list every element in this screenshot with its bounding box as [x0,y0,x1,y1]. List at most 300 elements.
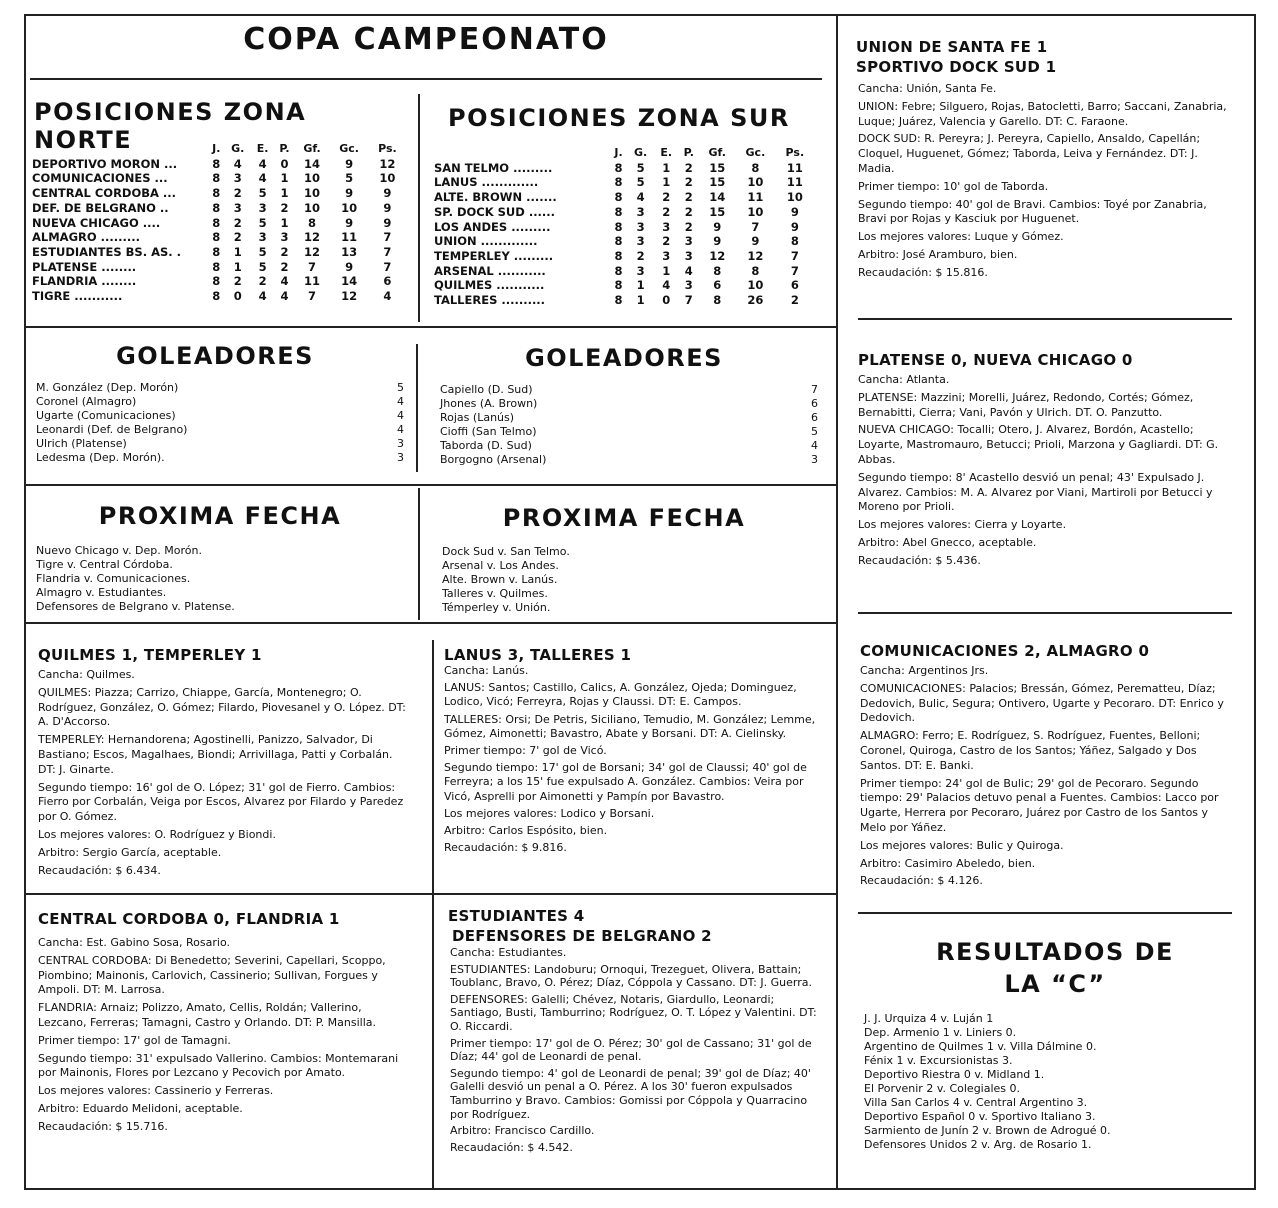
stat-ps: 7 [383,259,392,274]
report-paragraph: Recaudación: $ 9.816. [444,841,567,855]
stat-p: 2 [684,175,693,190]
scorer-name: Jhones (A. Brown) [440,397,538,410]
table-row [32,274,406,289]
stat-e: 5 [258,259,267,274]
table-row [434,278,814,293]
report-paragraph: Segundo tiempo: 4' gol de Leonardi de penal; 39' gol de Díaz; 40' Galelli desvió un penal a O. Pérez. A los 30' fueron expulsados Tamburrino y Bravo. Cambios: Gomissi por Cóppola y Quarracino por Rodríguez. [450,1066,811,1121]
stat-j: 8 [614,248,623,263]
stat-e: 3 [258,200,267,215]
table-row [32,216,406,231]
scorer-goals: 5 [811,425,818,438]
stat-gc: 9 [345,215,354,230]
list-item: Deportivo Español 0 v. Sportivo Italiano 3. [864,1110,1096,1123]
team-name: ESTUDIANTES BS. AS. . [32,244,182,259]
stat-gf: 7 [308,289,317,304]
scorer-name: Cioffi (San Telmo) [440,425,537,438]
scorer-row [440,439,818,453]
stat-p: 2 [280,200,289,215]
list-item: Nuevo Chicago v. Dep. Morón. [36,544,202,557]
stat-g: 5 [636,175,645,190]
quilmes-report-title: QUILMES 1, TEMPERLEY 1 [38,646,262,664]
stat-gf: 8 [308,215,317,230]
scorer-name: Rojas (Lanús) [440,411,515,424]
report-paragraph: Segundo tiempo: 8' Acastello desvió un penal; 43' Expulsado J. Alvarez. Cambios: M. A. Alvarez por Viani, Martiroli por Betucci y Moreno por Prioli. [858,470,1213,514]
team-name: LOS ANDES ......... [434,219,551,234]
stat-gc: 14 [341,274,358,289]
list-item: Defensores de Belgrano v. Platense. [36,600,235,613]
stat-e: 2 [662,234,671,249]
stat-e: 1 [662,175,671,190]
report-paragraph: Recaudación: $ 4.126. [860,874,983,888]
goleadores-sur-list [440,383,818,467]
stat-ps: 11 [786,160,803,175]
stat-j: 8 [614,293,623,308]
stat-gc: 10 [747,175,764,190]
stat-gf: 8 [713,263,722,278]
stat-g: 1 [636,278,645,293]
goleadores-sur-title: GOLEADORES [525,344,723,372]
scorer-name: Ulrich (Platense) [36,437,127,450]
report-paragraph: Arbitro: José Aramburo, bien. [858,247,1018,261]
stat-gc: 10 [747,278,764,293]
scorer-goals: 5 [397,381,404,394]
stat-g: 3 [233,171,242,186]
stat-gc: 10 [747,204,764,219]
scorer-goals: 4 [811,439,818,452]
stat-gc: 12 [747,248,764,263]
team-name: TIGRE ........... [32,289,123,304]
stat-g: 3 [636,204,645,219]
col-g: G. [634,146,648,159]
estudiantes-report-body [450,946,824,1157]
col-gf: Gf. [303,142,321,155]
stat-ps: 11 [786,175,803,190]
report-paragraph: Arbitro: Casimiro Abeledo, bien. [860,856,1036,870]
report-paragraph: Cancha: Estudiantes. [450,946,567,959]
stat-gf: 15 [709,175,726,190]
stat-gc: 9 [751,234,760,249]
report-paragraph: Segundo tiempo: 17' gol de Borsani; 34' gol de Claussi; 40' gol de Ferreyra; a los 15' fue expulsado A. González. Cambios: Veira por Vicó, Asprelli por Aimonetti y Pampín por Bavastro. [444,761,807,803]
reports-divider [432,640,434,1190]
stat-j: 8 [212,186,221,201]
report-paragraph: Los mejores valores: O. Rodríguez y Biondi. [38,827,276,841]
report-paragraph: Segundo tiempo: 16' gol de O. López; 31' gol de Fierro. Cambios: Fierro por Corbalán, Veiga por Escos, Alvarez por Filardo y Paredez por O. Gómez. [38,780,404,824]
stat-p: 1 [280,186,289,201]
report-paragraph: Primer tiempo: 24' gol de Bulic; 29' gol de Pecoraro. Segundo tiempo: 29' Palacios detuvo penal a Fuentes. Cambios: Lacco por Ugarte, Herrera por Pecoraro, Juárez por Castro de los Santos y Melo por Yáñez. [860,776,1219,834]
stat-p: 2 [684,190,693,205]
proxima-divider [418,488,420,620]
team-name: DEF. DE BELGRANO .. [32,200,169,215]
stat-g: 1 [233,259,242,274]
report-paragraph: Cancha: Lanús. [444,664,529,677]
team-name: TALLERES .......... [434,293,546,308]
table-row [32,171,406,186]
scorer-name: Ugarte (Comunicaciones) [36,409,176,422]
stat-ps: 6 [383,274,392,289]
scorer-name: Leonardi (Def. de Belgrano) [36,423,188,436]
proxima-norte-list [36,544,406,614]
report-paragraph: QUILMES: Piazza; Carrizo, Chiappe, García, Montenegro; O. Rodríguez, González, O. Gómez; Filardo, Piovesanel y O. López. DT: A. D'Accorso. [38,685,406,729]
scorer-name: Ledesma (Dep. Morón). [36,451,165,464]
team-name: CENTRAL CORDOBA ... [32,186,177,201]
team-name: ALTE. BROWN ....... [434,190,557,205]
report-paragraph: Cancha: Unión, Santa Fe. [858,82,997,95]
stat-g: 2 [233,186,242,201]
report-paragraph: Arbitro: Eduardo Melidoni, aceptable. [38,1101,243,1115]
scorer-row [36,437,404,451]
stat-p: 3 [280,230,289,245]
union-report-title-1: UNION DE SANTA FE 1 [856,38,1048,56]
stat-j: 8 [614,263,623,278]
central-report-title: CENTRAL CORDOBA 0, FLANDRIA 1 [38,910,340,928]
header-row [434,146,814,161]
scorer-goals: 4 [397,423,404,436]
stat-p: 2 [280,259,289,274]
stat-ps: 7 [790,263,799,278]
stat-j: 8 [614,204,623,219]
divider-reports-mid [434,893,836,895]
list-item: Témperley v. Unión. [442,601,551,614]
stat-g: 4 [233,156,242,171]
stat-j: 8 [212,215,221,230]
list-item: El Porvenir 2 v. Colegiales 0. [864,1082,1021,1095]
table-row [434,175,814,190]
stat-gf: 15 [709,160,726,175]
stat-g: 1 [636,293,645,308]
scorer-row [36,409,404,423]
table-row [32,260,406,275]
scorer-goals: 3 [397,437,404,450]
report-paragraph: FLANDRIA: Arnaiz; Polizzo, Amato, Cellis, Roldán; Vallerino, Lezcano, Ferreras; Tamagni, Castro y Orlando. DT: P. Mansilla. [38,1001,377,1029]
union-report-body [858,82,1230,284]
stat-g: 3 [233,200,242,215]
stat-ps: 4 [383,289,392,304]
team-name: TEMPERLEY ......... [434,248,554,263]
scorer-goals: 3 [397,451,404,464]
quilmes-report-body [38,668,410,881]
divider-reports-left [24,893,432,895]
stat-e: 5 [258,215,267,230]
stat-e: 2 [258,274,267,289]
col-ps: Ps. [378,142,397,155]
report-paragraph: Primer tiempo: 17' gol de O. Pérez; 30' gol de Cassano; 31' gol de Díaz; 44' gol de Leonardi de penal. [450,1036,812,1064]
stat-j: 8 [614,278,623,293]
col-g: G. [231,142,245,155]
stat-e: 0 [662,293,671,308]
scorer-row [440,411,818,425]
stat-gf: 14 [709,190,726,205]
title-rule [30,78,822,80]
stat-e: 2 [662,204,671,219]
proxima-sur-title: PROXIMA FECHA [502,504,746,532]
stat-gc: 7 [751,219,760,234]
report-paragraph: NUEVA CHICAGO: Tocalli; Otero, J. Alvarez, Bordón, Acastello; Loyarte, Mastromauro, Betucci; Prioli, Marzona y Gagliardi. DT: G. Abbas. [858,423,1219,466]
report-paragraph: Arbitro: Carlos Espósito, bien. [444,824,608,838]
stat-p: 1 [280,171,289,186]
stat-ps: 2 [790,293,799,308]
stat-p: 3 [684,234,693,249]
stat-e: 2 [662,190,671,205]
report-paragraph: Cancha: Atlanta. [858,373,950,386]
stat-j: 8 [614,190,623,205]
report-paragraph: Primer tiempo: 17' gol de Tamagni. [38,1033,231,1047]
stat-g: 2 [233,274,242,289]
team-name: PLATENSE ........ [32,259,137,274]
report-paragraph: Recaudación: $ 15.716. [38,1119,168,1133]
stat-e: 4 [258,156,267,171]
stat-gc: 26 [747,293,764,308]
proxima-sur-list [442,545,812,615]
proxima-norte-title: PROXIMA FECHA [98,502,342,530]
table-row [434,161,814,176]
stat-gf: 12 [709,248,726,263]
stat-gf: 12 [304,230,321,245]
table-row [32,157,406,172]
team-name: NUEVA CHICAGO .... [32,215,161,230]
report-paragraph: Recaudación: $ 6.434. [38,863,161,877]
stat-gf: 9 [713,234,722,249]
scorer-name: Taborda (D. Sud) [440,439,532,452]
team-name: COMUNICACIONES ... [32,171,168,186]
report-paragraph: PLATENSE: Mazzini; Morelli, Juárez, Redondo, Cortés; Gómez, Bernabitti, Cierra; Vani, Pavón y Ulrich. DT. O. Panzutto. [858,390,1194,419]
report-paragraph: UNION: Febre; Silguero, Rojas, Batocletti, Barro; Saccani, Zanabria, Luque; Juárez, Valencia y Garello. DT: C. Faraone. [858,99,1227,128]
stat-gf: 9 [713,219,722,234]
stat-g: 0 [233,289,242,304]
divider-proxima [24,622,836,624]
stat-gc: 8 [751,160,760,175]
table-row [434,205,814,220]
zona-divider [418,94,420,322]
resultados-c-title-1: RESULTADOS DE [936,938,1174,966]
table-row [434,249,814,264]
stat-ps: 12 [379,156,396,171]
platense-report-title: PLATENSE 0, NUEVA CHICAGO 0 [858,351,1133,369]
stat-e: 4 [258,171,267,186]
stat-j: 8 [212,289,221,304]
col-ps: Ps. [785,146,805,159]
stat-gc: 9 [345,156,354,171]
goleadores-norte-title: GOLEADORES [116,342,314,370]
col-gf: Gf. [708,146,726,159]
stat-j: 8 [212,171,221,186]
scorer-goals: 4 [397,409,404,422]
stat-e: 4 [258,289,267,304]
goleadores-divider [416,344,418,472]
report-paragraph: Cancha: Quilmes. [38,668,135,681]
stat-ps: 9 [383,200,392,215]
stat-ps: 6 [790,278,799,293]
header-row [32,142,406,157]
report-paragraph: TEMPERLEY: Hernandorena; Agostinelli, Panizzo, Salvador, Di Bastiano; Escos, Magalhaes, Biondi; Arrivillaga, Patti y Corbalán. DT: J. Ginarte. [38,733,393,776]
report-paragraph: Cancha: Argentinos Jrs. [860,664,989,677]
stat-gc: 11 [747,190,764,205]
list-item: Sarmiento de Junín 2 v. Brown de Adrogué 0. [864,1124,1111,1137]
scorer-row [440,425,818,439]
stat-gf: 10 [304,200,321,215]
stat-ps: 10 [786,190,803,205]
list-item: Talleres v. Quilmes. [442,587,548,600]
table-row [32,186,406,201]
stat-gf: 8 [713,293,722,308]
stat-j: 8 [614,219,623,234]
list-item: Argentino de Quilmes 1 v. Villa Dálmine 0. [864,1040,1097,1053]
stat-g: 2 [233,230,242,245]
stat-e: 5 [258,186,267,201]
resultados-c-title-2: LA “C” [1004,970,1106,998]
estudiantes-report-title-2: DEFENSORES DE BELGRANO 2 [452,927,712,945]
col-j: J. [212,142,221,155]
report-paragraph: Los mejores valores: Cassinerio y Ferreras. [38,1084,274,1098]
lanus-report-title: LANUS 3, TALLERES 1 [444,646,632,664]
scorer-row [440,383,818,397]
table-row [32,230,406,245]
stat-p: 4 [280,274,289,289]
list-item: Tigre v. Central Córdoba. [36,558,173,571]
report-paragraph: Recaudación: $ 15.816. [858,265,988,279]
report-paragraph: Los mejores valores: Cierra y Loyarte. [858,518,1067,532]
report-paragraph: Los mejores valores: Lodico y Borsani. [444,806,655,820]
stat-j: 8 [212,259,221,274]
union-report-title-2: SPORTIVO DOCK SUD 1 [856,58,1057,76]
scorer-name: Capiello (D. Sud) [440,383,533,396]
scorer-goals: 3 [811,453,818,466]
table-row [434,220,814,235]
stat-gf: 10 [304,186,321,201]
table-row [434,293,814,308]
list-item: J. J. Urquiza 4 v. Luján 1 [864,1012,994,1025]
scorer-goals: 6 [811,397,818,410]
table-row [32,201,406,216]
scorer-goals: 6 [811,411,818,424]
report-paragraph: TALLERES: Orsi; De Petris, Siciliano, Temudio, M. González; Lemme, Gómez, Aimonetti; Bavastro, Abate y Borsani. DT: A. Cielinsky. [444,712,816,740]
stat-gf: 12 [304,244,321,259]
report-paragraph: COMUNICACIONES: Palacios; Bressán, Gómez, Perematteu, Díaz; Dedovich, Bulic, Segura; Ontivero, Ugarte y Pecoraro. DT: Enrico y Dedovich. [860,681,1224,725]
scorer-row [440,453,818,467]
table-row [32,289,406,304]
col-e: E. [660,146,673,159]
stat-g: 3 [636,234,645,249]
stat-j: 8 [212,244,221,259]
stat-gc: 9 [345,259,354,274]
report-paragraph: Cancha: Est. Gabino Sosa, Rosario. [38,936,230,949]
report-paragraph: Segundo tiempo: 31' expulsado Vallerino. Cambios: Montemarani por Mainonis, Flores por Lezcano y Pecovich por Amato. [38,1051,399,1080]
stat-e: 4 [662,278,671,293]
zona-norte-title: POSICIONES ZONA NORTE [34,98,307,154]
divider-right-3 [858,912,1232,914]
stat-e: 3 [662,219,671,234]
stat-j: 8 [212,230,221,245]
team-name: SP. DOCK SUD ...... [434,204,556,219]
report-paragraph: Los mejores valores: Bulic y Quiroga. [860,838,1064,852]
stat-p: 3 [684,278,693,293]
goleadores-norte-list [36,381,404,465]
report-paragraph: Arbitro: Francisco Cardillo. [450,1124,595,1138]
stat-ps: 7 [383,230,392,245]
scorer-goals: 7 [811,383,818,396]
stat-g: 3 [636,219,645,234]
scorer-row [440,397,818,411]
list-item: Arsenal v. Los Andes. [442,559,559,572]
table-row [434,234,814,249]
table-row [434,190,814,205]
stat-e: 1 [662,263,671,278]
main-title: COPA CAMPEONATO [243,22,609,57]
report-paragraph: ESTUDIANTES: Landoburu; Ornoqui, Trezeguet, Olivera, Battain; Toublanc, Bravo, O. Pérez; Díaz, Cóppola y Cassano. DT: J. Guerra. [450,962,812,990]
report-paragraph: Arbitro: Sergio García, aceptable. [38,845,222,859]
stat-j: 8 [212,274,221,289]
report-paragraph: ALMAGRO: Ferro; E. Rodríguez, S. Rodríguez, Fuentes, Belloni; Coronel, Quiroga, Castro de los Santos; Yáñez, Salgado y Dos Santos. DT: E. Banki. [860,729,1201,772]
list-item: Dep. Armenio 1 v. Liniers 0. [864,1026,1017,1039]
stat-gf: 14 [304,156,321,171]
report-paragraph: DEFENSORES: Galelli; Chévez, Notaris, Giardullo, Leonardi; Santiago, Busti, Tamburrino; Rodríguez, O. T. López y Valentini. DT: O. Riccardi. [450,992,817,1033]
scorer-row [36,395,404,409]
team-name: QUILMES ........... [434,278,545,293]
platense-report-body [858,373,1230,572]
divider-goleadores [24,484,836,486]
divider-right-1 [858,318,1232,320]
list-item: Deportivo Riestra 0 v. Midland 1. [864,1068,1045,1081]
report-paragraph: Segundo tiempo: 40' gol de Bravi. Cambios: Toyé por Zanabria, Bravi por Rojas y Kasciuk por Huguenet. [858,197,1207,226]
resultados-c-list [864,1012,1224,1152]
stat-ps: 7 [383,244,392,259]
list-item: Defensores Unidos 2 v. Arg. de Rosario 1. [864,1138,1092,1151]
list-item: Fénix 1 v. Excursionistas 3. [864,1054,1013,1067]
stat-g: 2 [636,248,645,263]
stat-ps: 9 [790,219,799,234]
scorer-name: Coronel (Almagro) [36,395,137,408]
stat-p: 4 [280,289,289,304]
stat-ps: 9 [383,186,392,201]
right-column-divider [836,14,838,1190]
col-p: P. [279,142,290,155]
stat-p: 2 [684,219,693,234]
stat-g: 2 [233,215,242,230]
team-name: DEPORTIVO MORON ... [32,156,178,171]
divider-positions [24,326,836,328]
stat-e: 3 [662,248,671,263]
scorer-goals: 4 [397,395,404,408]
stat-g: 4 [636,190,645,205]
lanus-report-body [444,664,820,858]
report-paragraph: DOCK SUD: R. Pereyra; J. Pereyra, Capiello, Ansaldo, Capellán; Cloquel, Huguenet, Gómez; Taborda, Leiva y Fernández. DT: J. Madia. [858,132,1201,175]
stat-p: 3 [684,248,693,263]
stat-gc: 9 [345,186,354,201]
stat-g: 1 [233,244,242,259]
stat-g: 5 [636,160,645,175]
stat-p: 1 [280,215,289,230]
stat-p: 2 [684,160,693,175]
stat-j: 8 [614,175,623,190]
list-item: Almagro v. Estudiantes. [36,586,167,599]
stat-g: 3 [636,263,645,278]
comunicaciones-report-title: COMUNICACIONES 2, ALMAGRO 0 [860,642,1150,660]
list-item: Flandria v. Comunicaciones. [36,572,191,585]
stat-e: 1 [662,160,671,175]
table-row [434,264,814,279]
scorer-name: M. González (Dep. Morón) [36,381,179,394]
stat-gc: 8 [751,263,760,278]
stat-gf: 6 [713,278,722,293]
stat-j: 8 [614,160,623,175]
stat-gf: 11 [304,274,321,289]
col-gc: Gc. [745,146,766,159]
stat-j: 8 [212,156,221,171]
report-paragraph: Primer tiempo: 10' gol de Taborda. [858,179,1049,193]
list-item: Alte. Brown v. Lanús. [442,573,558,586]
report-paragraph: Recaudación: $ 5.436. [858,553,981,567]
estudiantes-report-title-1: ESTUDIANTES 4 [448,907,585,925]
stat-p: 2 [684,204,693,219]
